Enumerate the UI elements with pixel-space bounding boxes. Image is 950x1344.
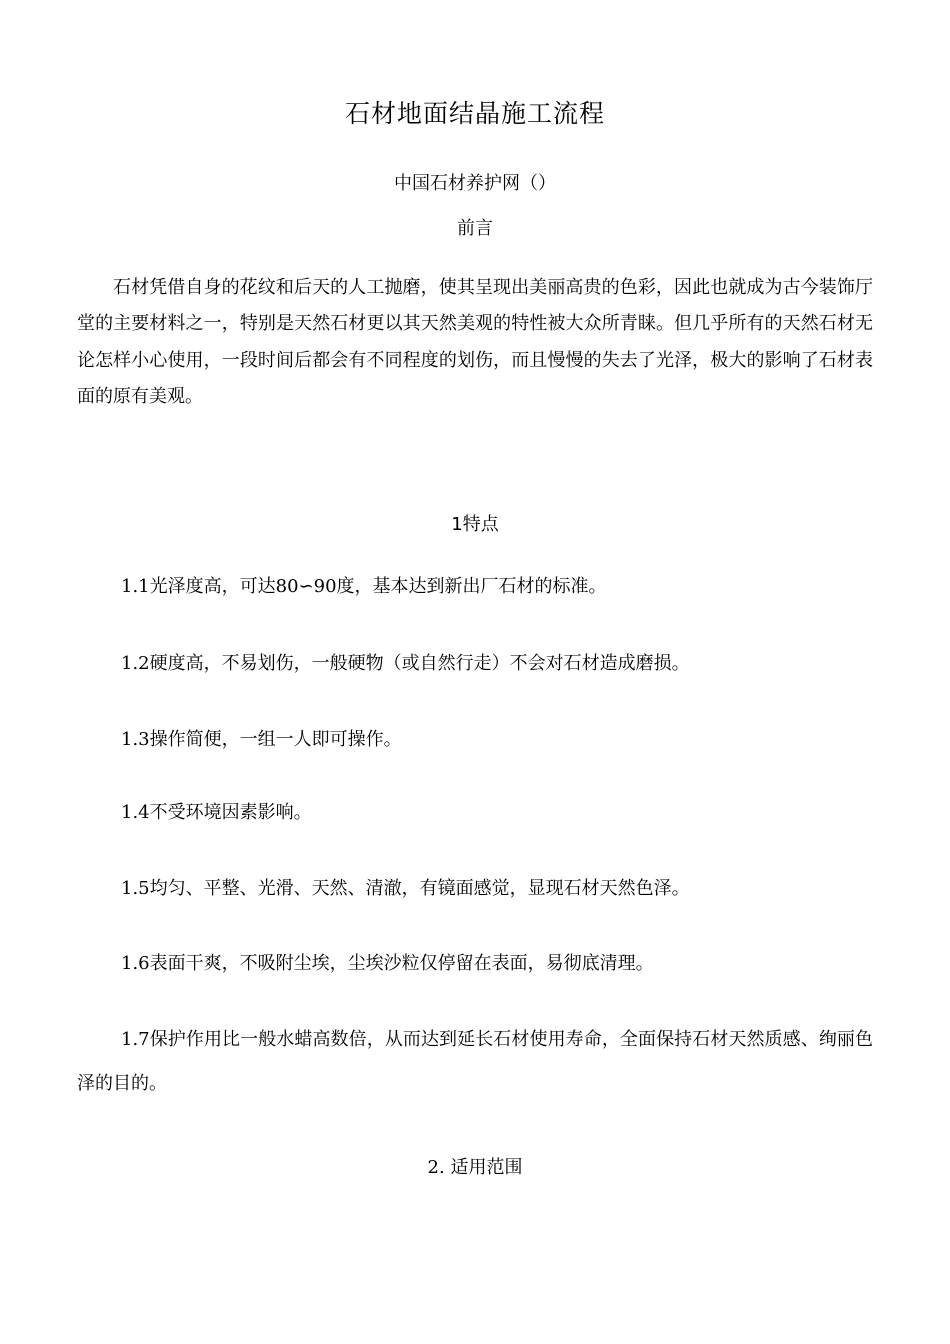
section-2-heading: 2. 适用范围 xyxy=(427,1157,523,1178)
document-title: 石材地面结晶施工流程 xyxy=(344,99,605,128)
document-subtitle: 中国石材养护网（） xyxy=(394,173,556,194)
preface-heading: 前言 xyxy=(457,218,493,239)
preface-paragraph: 石材凭借自身的花纹和后天的人工抛磨，使其呈现出美丽高贵的色彩，因此也就成为古今装饰厅堂的主要材料之一，特别是天然石材更以其天然美观的特性被大众所青睐。但几乎所有的天然石材无论怎样小心使用，一段时间后都会有不同程度的划伤，而且慢慢的失去了光泽，极大的影响了石材表面的原有美观。 xyxy=(77,277,873,408)
feature-item-1-1: 1.1光泽度高，可达80∽90度，基本达到新出厂石材的标准。 xyxy=(121,576,607,597)
feature-item-1-6: 1.6表面干爽，不吸附尘埃，尘埃沙粒仅停留在表面，易彻底清理。 xyxy=(121,953,654,974)
feature-item-1-2: 1.2硬度高，不易划伤，一般硬物（或自然行走）不会对石材造成磨损。 xyxy=(121,653,690,674)
feature-item-1-3: 1.3操作简便，一组一人即可操作。 xyxy=(121,729,402,750)
section-1-heading: 1特点 xyxy=(451,514,499,535)
feature-item-1-7: 1.7保护作用比一般水蜡高数倍，从而达到延长石材使用寿命，全面保持石材天然质感、绚丽色泽的目的。 xyxy=(77,1029,873,1094)
feature-item-1-4: 1.4不受环境因素影响。 xyxy=(121,802,312,823)
feature-item-1-5: 1.5均匀、平整、光滑、天然、清澈，有镜面感觉，显现石材天然色泽。 xyxy=(121,878,690,899)
